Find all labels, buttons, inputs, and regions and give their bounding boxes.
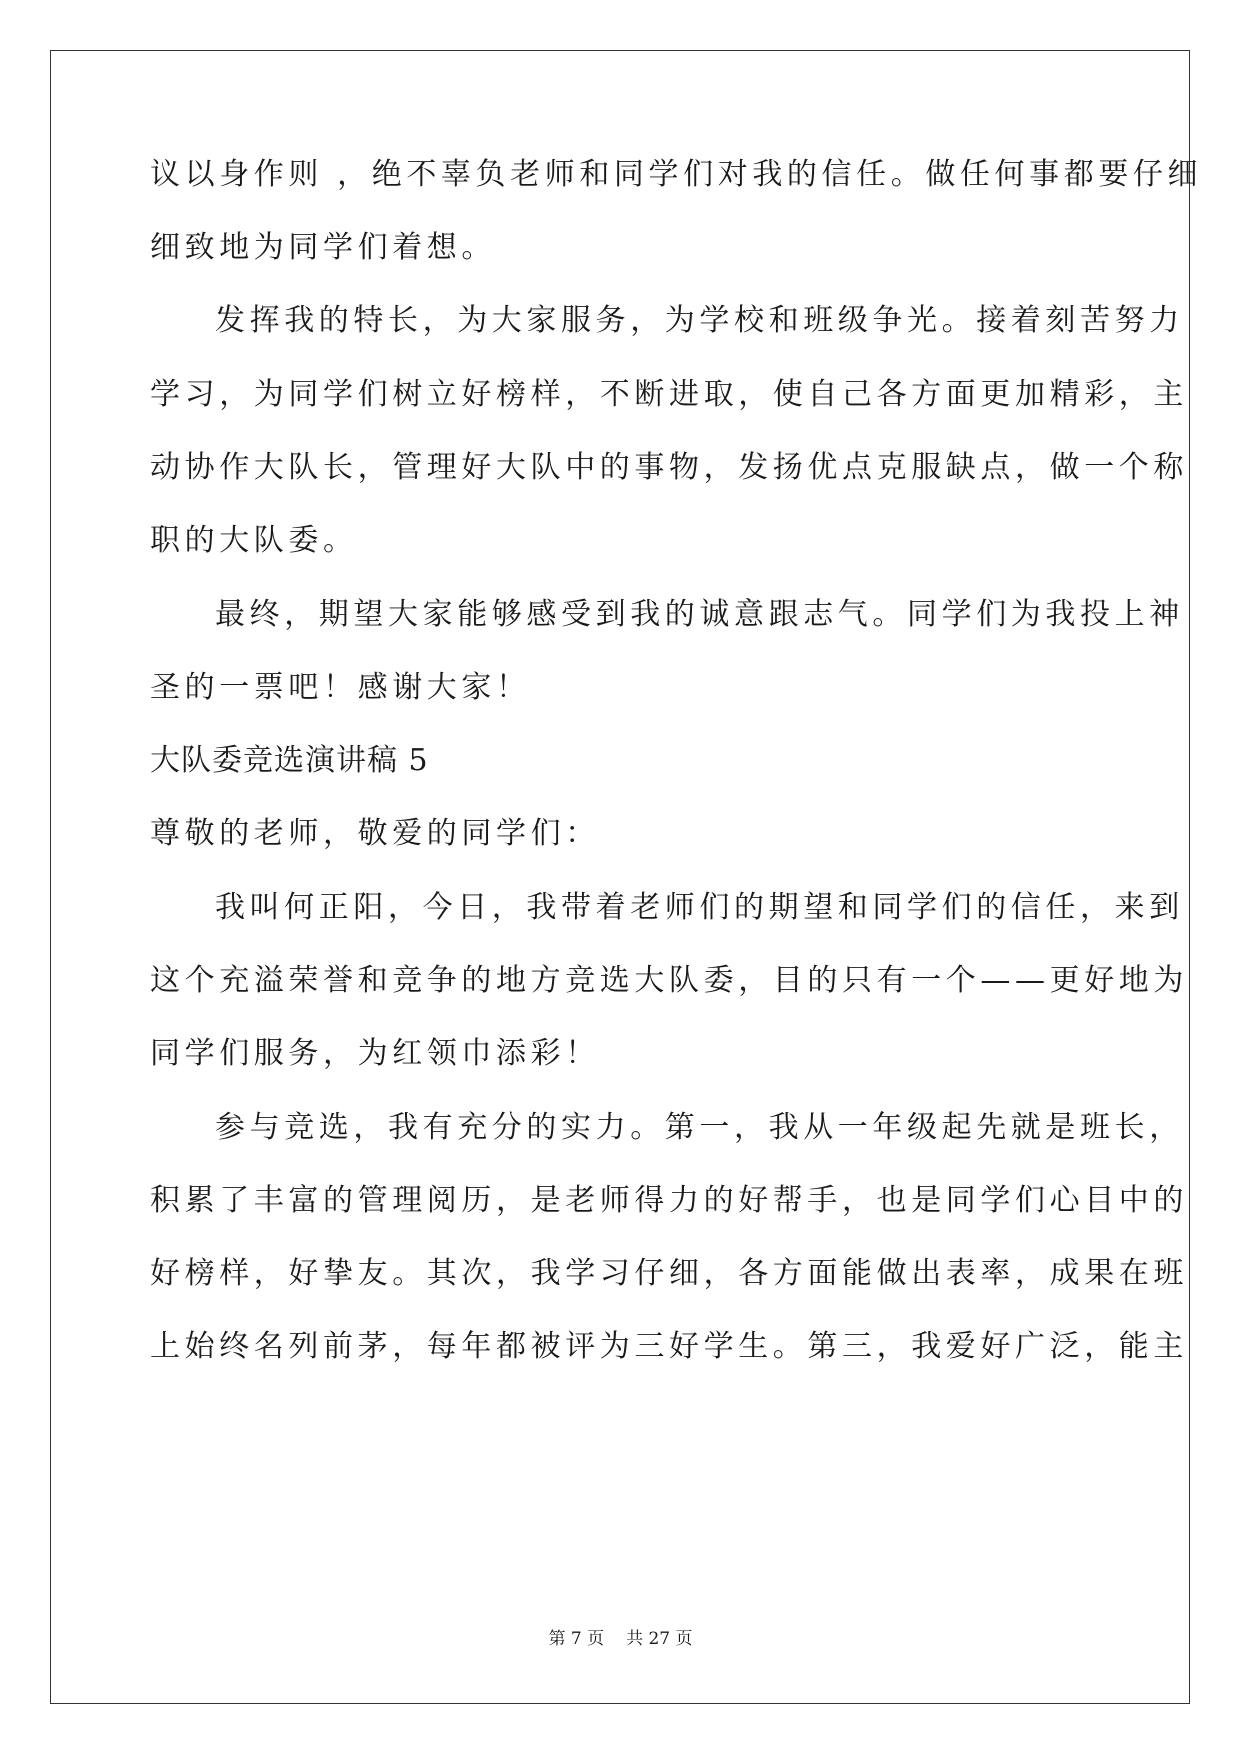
text-line: 好榜样，好挚友。其次，我学习仔细，各方面能做出表率，成果在班	[150, 1256, 1188, 1291]
text-line: 积累了丰富的管理阅历，是老师得力的好帮手，也是同学们心目中的	[150, 1183, 1188, 1218]
text-line: 职的大队委。	[150, 523, 358, 558]
page-number: 第 7 页	[548, 1629, 605, 1649]
section-heading: 大队委竞选演讲稿 5	[150, 743, 429, 778]
text-line: 圣的一票吧！感谢大家！	[150, 670, 531, 705]
paragraph-first-line: 我叫何正阳，今日，我带着老师们的期望和同学们的信任，来到	[215, 890, 1184, 925]
paragraph-first-line: 参与竞选，我有充分的实力。第一，我从一年级起先就是班长，	[215, 1110, 1184, 1145]
page-total: 共 27 页	[626, 1629, 693, 1649]
text-line: 动协作大队长，管理好大队中的事物，发扬优点克服缺点，做一个称	[150, 450, 1188, 485]
salutation: 尊敬的老师，敬爱的同学们：	[150, 816, 600, 851]
text-line: 学习，为同学们树立好榜样，不断进取，使自己各方面更加精彩，主	[150, 377, 1188, 412]
text-line: 这个充溢荣誉和竞争的地方竞选大队委，目的只有一个——更好地为	[150, 963, 1188, 998]
paragraph-first-line: 发挥我的特长，为大家服务，为学校和班级争光。接着刻苦努力	[215, 303, 1184, 338]
page-footer	[0, 1624, 1241, 1649]
paragraph-first-line: 最终，期望大家能够感受到我的诚意跟志气。同学们为我投上神	[215, 597, 1184, 632]
text-line: 议以身作则 ，绝不辜负老师和同学们对我的信任。做任何事都要仔细	[150, 157, 1203, 192]
page-border	[50, 50, 1190, 1704]
text-line: 上始终名列前茅，每年都被评为三好学生。第三，我爱好广泛，能主	[150, 1329, 1188, 1364]
text-line: 同学们服务，为红领巾添彩！	[150, 1036, 600, 1071]
text-line: 细致地为同学们着想。	[150, 230, 496, 265]
